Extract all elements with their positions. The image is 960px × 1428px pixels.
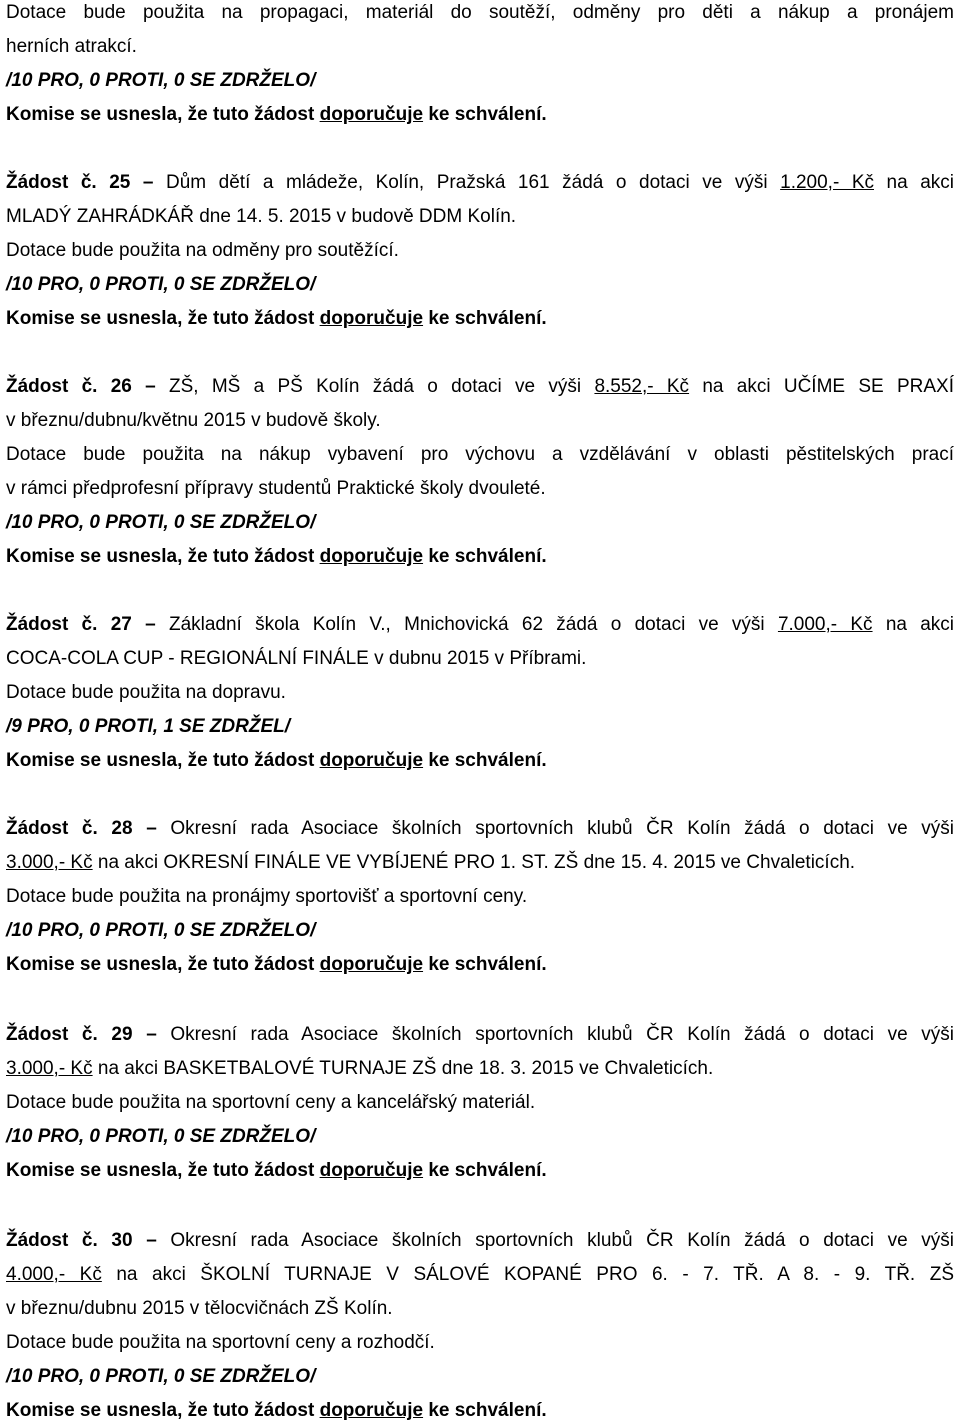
request-30-purpose: Dotace bude použita na sportovní ceny a rozhodčí.	[6, 1332, 435, 1353]
request-25-purpose: Dotace bude použita na odměny pro soutěžící.	[6, 240, 399, 261]
vote-result: /9 PRO, 0 PROTI, 1 SE ZDRŽEL/	[6, 716, 290, 737]
request-28-purpose: Dotace bude použita na pronájmy sportovišť a sportovní ceny.	[6, 886, 528, 907]
request-30-line-1: Žádost č. 30 – Okresní rada Asociace školních sportovních klubů ČR Kolín žádá o dotaci ve výši	[6, 1230, 954, 1251]
request-30-line-3: v březnu/dubnu 2015 v tělocvičnách ZŠ Kolín.	[6, 1298, 393, 1319]
intro-line-1: Dotace bude použita na propagaci, materiál do soutěží, odměny pro děti a nákup a pronájem	[6, 2, 954, 23]
recommendation: Komise se usnesla, že tuto žádost doporučuje ke schválení.	[6, 104, 547, 125]
recommendation: Komise se usnesla, že tuto žádost doporučuje ke schválení.	[6, 1400, 547, 1421]
recommendation: Komise se usnesla, že tuto žádost doporučuje ke schválení.	[6, 1160, 547, 1181]
request-27-line-1: Žádost č. 27 – Základní škola Kolín V., Mnichovická 62 žádá o dotaci ve výši 7.000,- Kč na akci	[6, 614, 955, 635]
request-27-line-2: COCA-COLA CUP - REGIONÁLNÍ FINÁLE v dubnu 2015 v Příbrami.	[6, 648, 587, 669]
recommendation: Komise se usnesla, že tuto žádost doporučuje ke schválení.	[6, 954, 547, 975]
request-26-purpose-2: v rámci předprofesní přípravy studentů Praktické školy dvouleté.	[6, 478, 546, 499]
vote-result: /10 PRO, 0 PROTI, 0 SE ZDRŽELO/	[6, 512, 316, 533]
request-26-line-1: Žádost č. 26 – ZŠ, MŠ a PŠ Kolín žádá o dotaci ve výši 8.552,- Kč na akci UČÍME SE PRAXÍ	[6, 376, 955, 397]
request-30-line-2: 4.000,- Kč na akci ŠKOLNÍ TURNAJE V SÁLOVÉ KOPANÉ PRO 6. - 7. TŘ. A 8. - 9. TŘ. ZŠ	[6, 1264, 954, 1285]
request-25-line-1: Žádost č. 25 – Dům dětí a mládeže, Kolín, Pražská 161 žádá o dotaci ve výši 1.200,- Kč na akci	[6, 172, 954, 193]
recommendation: Komise se usnesla, že tuto žádost doporučuje ke schválení.	[6, 546, 547, 567]
request-29-purpose: Dotace bude použita na sportovní ceny a kancelářský materiál.	[6, 1092, 536, 1113]
recommendation: Komise se usnesla, že tuto žádost doporučuje ke schválení.	[6, 308, 547, 329]
intro-line-2: herních atrakcí.	[6, 36, 137, 57]
request-29-line-2: 3.000,- Kč na akci BASKETBALOVÉ TURNAJE ZŠ dne 18. 3. 2015 ve Chvaleticích.	[6, 1058, 714, 1079]
vote-result: /10 PRO, 0 PROTI, 0 SE ZDRŽELO/	[6, 1366, 316, 1387]
vote-result: /10 PRO, 0 PROTI, 0 SE ZDRŽELO/	[6, 920, 316, 941]
vote-result: /10 PRO, 0 PROTI, 0 SE ZDRŽELO/	[6, 1126, 316, 1147]
request-27-purpose: Dotace bude použita na dopravu.	[6, 682, 286, 703]
request-28-line-2: 3.000,- Kč na akci OKRESNÍ FINÁLE VE VYBÍJENÉ PRO 1. ST. ZŠ dne 15. 4. 2015 ve Chvaleticích.	[6, 852, 856, 873]
request-28-line-1: Žádost č. 28 – Okresní rada Asociace školních sportovních klubů ČR Kolín žádá o dotaci ve výši	[6, 818, 954, 839]
request-25-line-2: MLADÝ ZAHRÁDKÁŘ dne 14. 5. 2015 v budově DDM Kolín.	[6, 206, 517, 227]
recommendation: Komise se usnesla, že tuto žádost doporučuje ke schválení.	[6, 750, 547, 771]
vote-result: /10 PRO, 0 PROTI, 0 SE ZDRŽELO/	[6, 70, 316, 91]
request-29-line-1: Žádost č. 29 – Okresní rada Asociace školních sportovních klubů ČR Kolín žádá o dotaci ve výši	[6, 1024, 954, 1045]
vote-result: /10 PRO, 0 PROTI, 0 SE ZDRŽELO/	[6, 274, 316, 295]
request-26-purpose: Dotace bude použita na nákup vybavení pro výchovu a vzdělávání v oblasti pěstitelských prací	[6, 444, 954, 465]
request-26-line-2: v březnu/dubnu/květnu 2015 v budově školy.	[6, 410, 381, 431]
